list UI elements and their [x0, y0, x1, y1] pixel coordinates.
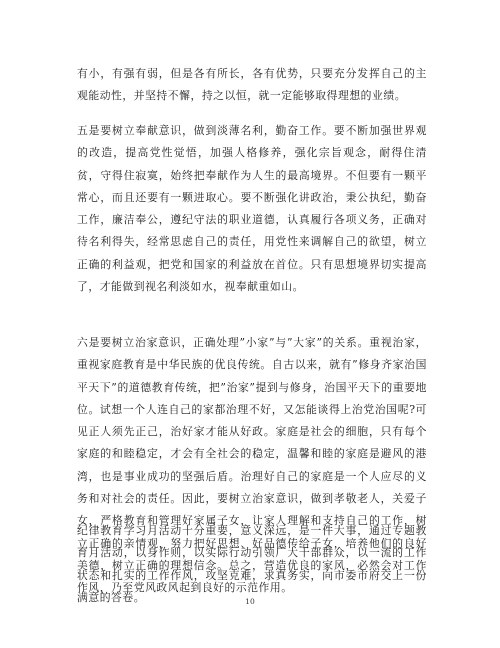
paragraph-conclusion: 纪律教育学习月活动十分重要，意义深远，是一件大事，通过专题教育月活动，以身作则，以实际行动引领广大干部群众，以一流的工作状态和扎实的工作作风，攻坚克难，求真务实，向市委市府交上一份满意的答卷。 — [77, 524, 427, 604]
page-number: 10 — [245, 597, 255, 606]
paragraph-continuation: 有小，有强有弱，但是各有所长，各有优势，只要充分发挥自己的主观能动性，并坚持不懈，持之以恒，就一定能够取得理想的业绩。 — [77, 67, 427, 103]
paragraph-dedication-awareness: 五是要树立奉献意识，做到淡薄名利，勤奋工作。要不断加强世界观的改造，提高党性觉悟，加强人格修养，强化宗旨观念，耐得住清贫，守得住寂寞，始终把奉献作为人生的最高境界。不但要有一颗平常心，而且还要有一颗进取心。要不断强化讲政治，秉公执纪，勤奋工作，廉洁奉公，遵纪守法的职业道德，认真履行各项义务，正确对待名利得失，经常思虑自己的责任，用党性来调解自己的欲望，树立正确的利益观，把党和国家的利益放在首位。只有思想境界切实提高了，才能做到视名利淡如水，视奉献重如山。 — [77, 124, 427, 294]
paragraph-family-governance: 六是要树立治家意识，正确处理”小家”与”大家”的关系。重视治家，重视家庭教育是中华民族的优良传统。自古以来，就有”修身齐家治国平天下”的道德教育传统，把”治家”提到与修身，治国平天下的重要地位。试想一个人连自己的家都治理不好，又怎能谈得上治党治国呢?可见正人须先正己，治好家才能从好政。家庭是社会的细胞，只有每个家庭的和睦稳定，才会有全社会的稳定，温馨和睦的家庭是避风的港湾，也是事业成功的坚强后盾。治理好自己的家庭是一个人应尽的义务和对社会的责任。因此，要树立治家意识，做到孝敬老人，关爱子女，严格教育和管理好家属子女，让家人理解和支持自己的工作，树立正确的亲情观，努力把好思想、好品德传给子女，培养他们的良好美德，树立正确的理想信念。总之，营造优良的家风，必然会对工作作风，乃至党风政风起到良好的示范作用。 — [77, 336, 427, 595]
